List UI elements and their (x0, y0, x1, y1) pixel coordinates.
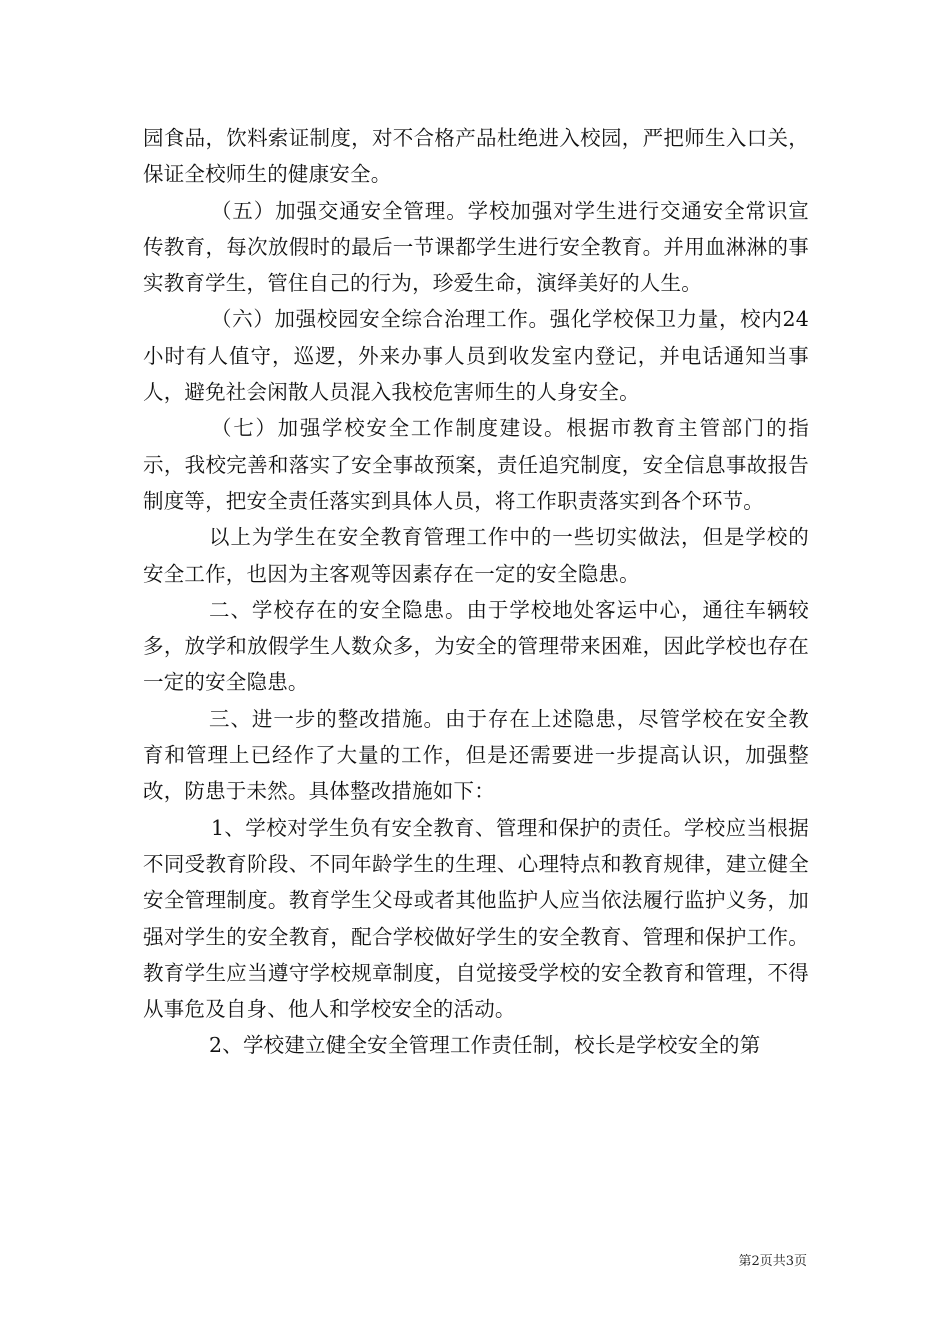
paragraph-3: （六）加强校园安全综合治理工作。强化学校保卫力量，校内24小时有人值守，巡逻，外来办事人员到收发室内登记，并电话通知当事人，避免社会闲散人员混入我校危害师生的人身安全。 (143, 307, 809, 405)
page-number-footer: 第2页共3页 (738, 1254, 807, 1269)
document-body (143, 120, 809, 1064)
paragraph-1: 园食品，饮料索证制度，对不合格产品杜绝进入校园，严把师生入口关，保证全校师生的健康安全。 (143, 126, 809, 187)
paragraph-8: 1、学校对学生负有安全教育、管理和保护的责任。学校应当根据不同受教育阶段、不同年龄学生的生理、心理特点和教育规律，建立健全安全管理制度。教育学生父母或者其他监护人应当依法履行监护义务，加强对学生的安全教育，配合学校做好学生的安全教育、管理和保护工作。教育学生应当遵守学校规章制度，自觉接受学校的安全教育和管理，不得从事危及自身、他人和学校安全的活动。 (143, 815, 809, 1022)
paragraph-9: 2、学校建立健全安全管理工作责任制，校长是学校安全的第 (209, 1033, 761, 1058)
paragraph-2: （五）加强交通安全管理。学校加强对学生进行交通安全常识宣传教育，每次放假时的最后一节课都学生进行安全教育。并用血淋淋的事实教育学生，管住自己的行为，珍爱生命，演绎美好的人生。 (143, 198, 809, 296)
paragraph-7: 三、进一步的整改措施。由于存在上述隐患，尽管学校在安全教育和管理上已经作了大量的工作，但是还需要进一步提高认识，加强整改，防患于未然。具体整改措施如下： (143, 706, 809, 804)
paragraph-6: 二、学校存在的安全隐患。由于学校地处客运中心，通往车辆较多，放学和放假学生人数众多，为安全的管理带来困难，因此学校也存在一定的安全隐患。 (143, 597, 809, 695)
paragraph-5: 以上为学生在安全教育管理工作中的一些切实做法，但是学校的安全工作，也因为主客观等因素存在一定的安全隐患。 (143, 525, 809, 586)
paragraph-4: （七）加强学校安全工作制度建设。根据市教育主管部门的指示，我校完善和落实了安全事故预案，责任追究制度，安全信息事故报告制度等，把安全责任落实到具体人员，将工作职责落实到各个环节。 (143, 416, 809, 513)
